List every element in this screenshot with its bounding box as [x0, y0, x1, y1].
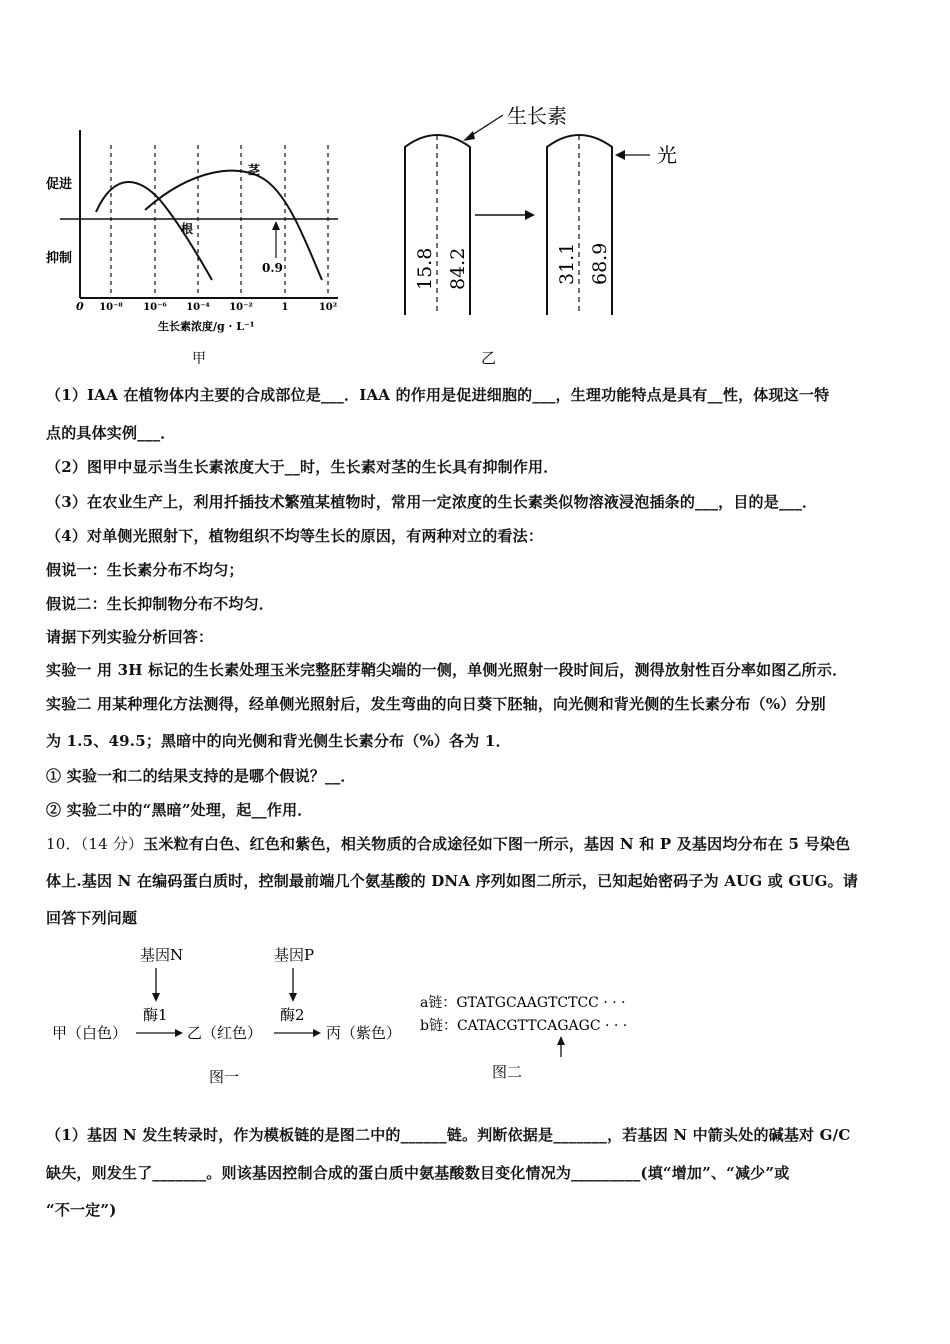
question-2: （2）图甲中显示当生长素浓度大于__时，生长素对茎的生长具有抑制作用． — [46, 458, 559, 476]
label-auxin: 生长素 — [507, 104, 567, 128]
stem-curve — [145, 171, 322, 280]
tick-label: 10⁻⁸ — [99, 302, 123, 313]
label-root: 根 — [181, 222, 194, 236]
question-10-number: 10．（14 分） — [46, 835, 144, 853]
q10-sub-1-line-1: （1）基因 N 发生转录时，作为模板链的是图二中的______链。判断依据是_______，若基因 N 中箭头处的碱基对 G/C — [46, 1126, 851, 1144]
label-enzyme-2: 酶2 — [280, 1006, 305, 1024]
sub-question-b: ② 实验二中的“黑暗”处理，起__作用． — [46, 801, 313, 819]
question-1-line-2: 点的具体实例___． — [46, 424, 176, 442]
caption-figure-two: 图二 — [492, 1063, 523, 1081]
sub-question-a: ① 实验一和二的结果支持的是哪个假说？__． — [46, 767, 356, 785]
x-axis-label: 生长素浓度/g · L⁻¹ — [158, 320, 255, 333]
pointer-arrow — [272, 221, 280, 230]
label-bing-purple: 丙（紫色） — [326, 1024, 402, 1042]
tick-label: 1 — [281, 302, 289, 313]
figure-one — [46, 940, 426, 1090]
label-jia-white: 甲（白色） — [52, 1024, 128, 1042]
question-10-line-2: 体上.基因 N 在编码蛋白质时，控制最前端几个氨基酸的 DNA 序列如图二所示，已知起始密码子为 AUG 或 GUG。请 — [46, 872, 859, 890]
value-left-a: 15.8 — [414, 247, 436, 290]
question-3: （3）在农业生产上，利用扦插技术繁殖某植物时，常用一定浓度的生长素类似物溶液浸泡插条的___，目的是___． — [46, 493, 818, 511]
question-1-line-1: （1）IAA 在植物体内主要的合成部位是___．IAA 的作用是促进细胞的___，生理功能特点是具有__性，体现这一特 — [46, 386, 830, 404]
arrow-gene-p-head — [289, 993, 297, 1002]
q10-sub-1-line-3: “不一定”) — [46, 1201, 117, 1219]
figure-yi — [395, 95, 695, 370]
tick-label: 10⁻⁴ — [186, 302, 210, 313]
value-right-a: 31.1 — [556, 242, 578, 285]
auxin-pointer — [469, 115, 503, 137]
tick-label: 10² — [318, 302, 338, 313]
b-chain: b链：CATACGTTCAGAGC · · · — [420, 1018, 628, 1034]
arrow-2-head — [313, 1029, 321, 1037]
label-light: 光 — [657, 143, 677, 167]
experiment-1: 实验一 用 3H 标记的生长素处理玉米完整胚芽鞘尖端的一侧，单侧光照射一段时间后，测得放射性百分率如图乙所示． — [46, 661, 848, 679]
label-promote: 促进 — [46, 177, 73, 192]
tick-label: 10⁻⁶ — [143, 302, 167, 313]
tick-labels — [99, 302, 337, 313]
experiment-2-line-1: 实验二 用某种理化方法测得，经单侧光照射后，发生弯曲的向日葵下胚轴，向光侧和背光侧的生长素分布（%）分别 — [46, 695, 826, 713]
instruction: 请据下列实验分析回答： — [46, 628, 214, 646]
experiment-2-line-2: 为 1.5、49.5；黑暗中的向光侧和背光侧生长素分布（%）各为 1． — [46, 732, 511, 750]
question-4: （4）对单侧光照射下，植物组织不均等生长的原因，有两种对立的看法： — [46, 527, 544, 545]
hypothesis-1: 假说一：生长素分布不均匀； — [46, 561, 244, 579]
root-curve — [96, 182, 212, 280]
auxin-pointer-head — [463, 131, 475, 141]
label-inhibit: 抑制 — [46, 251, 73, 266]
transfer-arrow-head — [525, 210, 535, 220]
arrow-1-head — [175, 1029, 183, 1037]
label-yi-red: 乙（红色） — [187, 1024, 263, 1042]
value-left-b: 84.2 — [447, 247, 469, 290]
label-gene-p: 基因P — [274, 946, 315, 964]
label-origin: 0 — [76, 300, 84, 313]
label-enzyme-1: 酶1 — [143, 1006, 168, 1024]
arrow-gene-n-head — [152, 993, 160, 1002]
label-0-9: 0.9 — [262, 261, 283, 275]
question-10-text: 玉米粒有白色、红色和紫色，相关物质的合成途径如下图一所示，基因 N 和 P 及基因均分布在 5 号染色 — [143, 835, 851, 853]
light-arrow-head — [615, 150, 625, 160]
mutation-arrow-head — [557, 1036, 565, 1045]
figure-jia — [40, 120, 360, 370]
value-right-b: 68.9 — [589, 242, 611, 285]
question-10-line-3: 回答下列问题 — [46, 909, 138, 927]
caption-jia: 甲 — [192, 351, 206, 367]
figure-two — [418, 985, 648, 1090]
tick-label: 10⁻² — [229, 302, 253, 313]
q10-sub-1-line-2: 缺失，则发生了_______。则该基因控制合成的蛋白质中氨基酸数目变化情况为_________(填“增加”、“减少”或 — [46, 1164, 790, 1182]
caption-figure-one: 图一 — [209, 1068, 240, 1086]
label-gene-n: 基因N — [140, 946, 184, 964]
hypothesis-2: 假说二：生长抑制物分布不均匀． — [46, 595, 275, 613]
caption-yi: 乙 — [481, 349, 497, 367]
a-chain: a链：GTATGCAAGTCTCC · · · — [420, 995, 626, 1011]
label-stem: 茎 — [248, 163, 261, 177]
question-10-line-1 — [46, 834, 916, 854]
